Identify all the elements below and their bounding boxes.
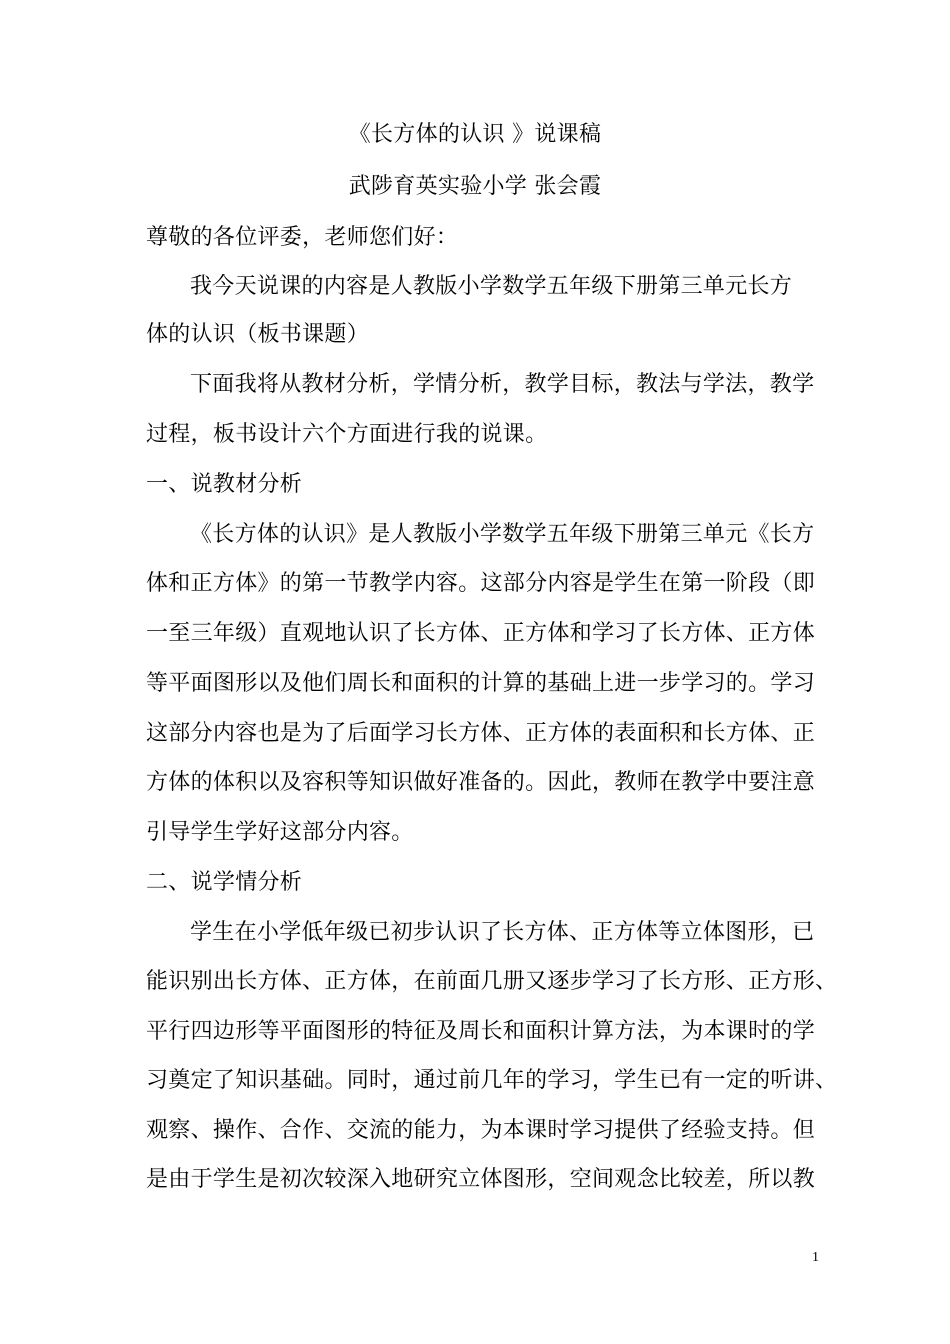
paragraph-line: 能识别出长方体、正方体，在前面几册又逐步学习了长方形、正方形、 — [146, 969, 838, 994]
paragraph-line: 是由于学生是初次较深入地研究立体图形，空间观念比较差，所以教 — [146, 1167, 816, 1192]
paragraph-line: 平行四边形等平面图形的特征及周长和面积计算方法，为本课时的学 — [146, 1019, 816, 1044]
document-title: 《长方体的认识 》说课稿 — [348, 122, 602, 147]
paragraph-line: 过程，板书设计六个方面进行我的说课。 — [146, 422, 548, 447]
paragraph-line: 方体的体积以及容积等知识做好准备的。因此，教师在教学中要注意 — [146, 770, 816, 795]
greeting: 尊敬的各位评委，老师您们好： — [146, 225, 459, 250]
paragraph-line: 体的认识（板书课题） — [146, 322, 370, 347]
paragraph-line: 《长方体的认识》是人教版小学数学五年级下册第三单元《长方 — [190, 522, 815, 547]
paragraph-line: 体和正方体》的第一节教学内容。这部分内容是学生在第一阶段（即 — [146, 571, 816, 596]
paragraph-line: 我今天说课的内容是人教版小学数学五年级下册第三单元长方 — [190, 274, 793, 299]
document-author: 武陟育英实验小学 张会霞 — [348, 174, 602, 199]
section-heading: 二、说学情分析 — [146, 870, 303, 895]
paragraph-line: 下面我将从教材分析，学情分析，教学目标，教法与学法，教学 — [190, 372, 815, 397]
paragraph-line: 一至三年级）直观地认识了长方体、正方体和学习了长方体、正方体 — [146, 621, 816, 646]
paragraph-line: 观察、操作、合作、交流的能力，为本课时学习提供了经验支持。但 — [146, 1118, 816, 1143]
paragraph-line: 习奠定了知识基础。同时，通过前几年的学习，学生已有一定的听讲、 — [146, 1068, 838, 1093]
section-heading: 一、说教材分析 — [146, 472, 303, 497]
paragraph-line: 引导学生学好这部分内容。 — [146, 820, 414, 845]
paragraph-line: 这部分内容也是为了后面学习长方体、正方体的表面积和长方体、正 — [146, 721, 816, 746]
page-number: 1 — [812, 1250, 819, 1265]
paragraph-line: 学生在小学低年级已初步认识了长方体、正方体等立体图形，已 — [190, 920, 815, 945]
paragraph-line: 等平面图形以及他们周长和面积的计算的基础上进一步学习的。学习 — [146, 671, 816, 696]
